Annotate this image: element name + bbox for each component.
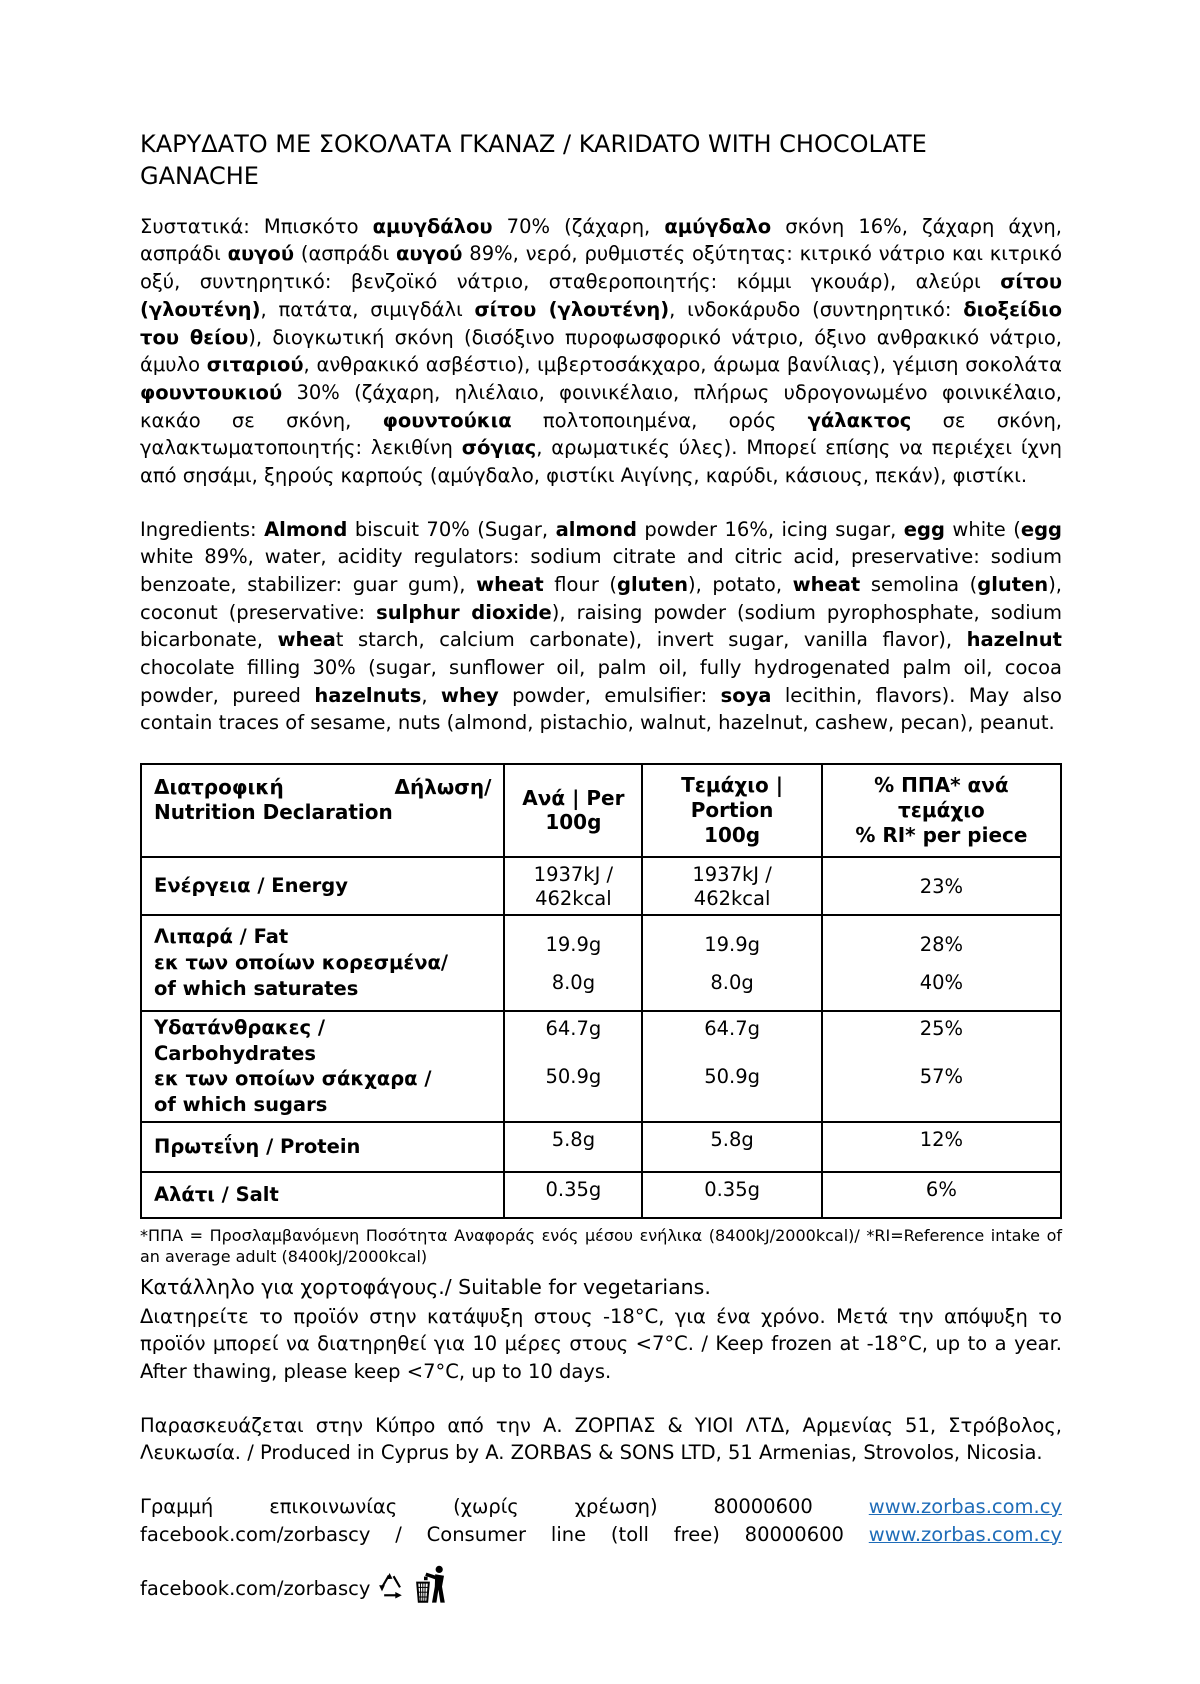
nutrition-portion-protein: 5.8g	[642, 1122, 821, 1172]
producer-info: Παρασκευάζεται στην Κύπρο από την Α. ΖΟΡΠΑΣ & ΥΙΟΙ ΛΤΔ, Αρμενίας 51, Στρόβολος, Λευκωσία. / Produced in Cyprus by A. ZORBAS & SONS LTD, 51 Armenias, Strovolos, Nicosia.	[140, 1412, 1062, 1467]
nutrition-header-portion: Τεμάχιο | Portion 100g	[642, 764, 821, 856]
tidyman-icon	[412, 1588, 452, 1611]
facebook-url: facebook.com/zorbascy	[140, 1577, 370, 1600]
nutrition-table	[140, 763, 1062, 1219]
storage-instructions: Διατηρείτε το προϊόν στην κατάψυξη στους -18°C, για ένα χρόνο. Μετά την απόψυξη το προϊόν μπορεί να διατηρηθεί για 10 μέρες στους <7°C. / Keep frozen at -18°C, up to a year. After thawing, please keep <7°C, up to 10 days.	[140, 1303, 1062, 1386]
vegetarian-note: Κατάλληλο για χορτοφάγους./ Suitable for vegetarians.	[140, 1273, 1062, 1302]
nutrition-per100-salt: 0.35g	[504, 1172, 642, 1218]
nutrition-label-energy: Ενέργεια / Energy	[141, 857, 504, 915]
nutrition-ri-salt: 6%	[822, 1172, 1061, 1218]
recycling-icon	[373, 1588, 409, 1611]
nutrition-per100-energy: 1937kJ / 462kcal	[504, 857, 642, 915]
nutrition-ri-carbohydrates: 25% 57%	[822, 1011, 1061, 1122]
nutrition-portion-fat: 19.9g 8.0g	[642, 915, 821, 1011]
nutrition-row-fat	[141, 915, 1061, 1011]
nutrition-header-row	[141, 764, 1061, 856]
nutrition-per100-carbohydrates: 64.7g 50.9g	[504, 1011, 642, 1122]
reference-intake-footnote: *ΠΠΑ = Προσλαμβανόμενη Ποσότητα Αναφοράς ενός μέσου ενήλικα (8400kJ/2000kcal)/ *RI=Reference intake of an average adult (8400kJ/2000kcal)	[140, 1226, 1062, 1268]
ingredients-paragraph-greek: Συστατικά: Μπισκότο αμυγδάλου 70% (ζάχαρη, αμύγδαλο σκόνη 16%, ζάχαρη άχνη, ασπράδι αυγού (ασπράδι αυγού 89%, νερό, ρυθμιστές οξύτητας: κιτρικό νάτριο και κιτρικό οξύ, συντηρητικό: βενζοϊκό νάτριο, σταθεροποιητής: κόμμι γκουάρ), αλεύρι σίτου (γλουτένη), πατάτα, σιμιγδάλι σίτου (γλουτένη), ινδοκάρυδο (συντηρητικό: διοξείδιο του θείου), διογκωτική σκόνη (δισόξινο πυροφωσφορικό νάτριο, όξινο ανθρακικό νάτριο, άμυλο σιταριού, ανθρακικό ασβέστιο), ιμβερτοσάκχαρο, άρωμα βανίλιας), γέμιση σοκολάτα φουντουκιού 30% (ζάχαρη, ηλιέλαιο, φοινικέλαιο, πλήρως υδρογονωμένο φοινικέλαιο, κακάο σε σκόνη, φουντούκια πολτοποιημένα, ορός γάλακτος σε σκόνη, γαλακτωματοποιητής: λεκιθίνη σόγιας, αρωματικές ύλες). Μπορεί επίσης να περιέχει ίχνη από σησάμι, ξηρούς καρπούς (αμύγδαλο, φιστίκι Αιγίνης, καρύδι, κάσιους, πεκάν), φιστίκι.	[140, 213, 1062, 490]
nutrition-ri-protein: 12%	[822, 1122, 1061, 1172]
nutrition-per100-fat: 19.9g 8.0g	[504, 915, 642, 1011]
nutrition-ri-fat: 28% 40%	[822, 915, 1061, 1011]
contact-line-english: facebook.com/zorbascy / Consumer line (toll free) 80000600 www.zorbas.com.cy	[140, 1521, 1062, 1549]
facebook-line	[140, 1564, 1062, 1614]
nutrition-label-protein: Πρωτεΐνη / Protein	[141, 1122, 504, 1172]
nutrition-portion-energy: 1937kJ / 462kcal	[642, 857, 821, 915]
nutrition-label-fat: Λιπαρά / Fat εκ των οποίων κορεσμένα/ of which saturates	[141, 915, 504, 1011]
nutrition-per100-protein: 5.8g	[504, 1122, 642, 1172]
nutrition-header-declaration	[141, 764, 504, 856]
nutrition-row-salt	[141, 1172, 1061, 1218]
nutrition-header-declaration-el: Διατροφική Δήλωση/	[154, 775, 491, 800]
nutrition-ri-energy: 23%	[822, 857, 1061, 915]
nutrition-row-energy	[141, 857, 1061, 915]
nutrition-header-declaration-en: Nutrition Declaration	[154, 800, 491, 825]
nutrition-header-per-100g: Ανά | Per 100g	[504, 764, 642, 856]
ingredients-paragraph-english: Ingredients: Almond biscuit 70% (Sugar, almond powder 16%, icing sugar, egg white (egg white 89%, water, acidity regulators: sodium citrate and citric acid, preservative: sodium benzoate, stabilizer: guar gum), wheat flour (gluten), potato, wheat semolina (gluten), coconut (preservative: sulphur dioxide), raising powder (sodium pyrophosphate, sodium bicarbonate, wheat starch, calcium carbonate), invert sugar, vanilla flavor), hazelnut chocolate filling 30% (sugar, sunflower oil, palm oil, fully hydrogenated palm oil, cocoa powder, pureed hazelnuts, whey powder, emulsifier: soya lecithin, flavors). May also contain traces of sesame, nuts (almond, pistachio, walnut, hazelnut, cashew, pecan), peanut.	[140, 516, 1062, 738]
nutrition-portion-carbohydrates: 64.7g 50.9g	[642, 1011, 821, 1122]
nutrition-header-ri-per-piece: % ΠΠΑ* ανά τεμάχιο % RI* per piece	[822, 764, 1061, 856]
website-link-greek[interactable]: www.zorbas.com.cy	[869, 1495, 1062, 1518]
nutrition-portion-salt: 0.35g	[642, 1172, 821, 1218]
website-link-english[interactable]: www.zorbas.com.cy	[869, 1523, 1062, 1546]
nutrition-row-protein	[141, 1122, 1061, 1172]
nutrition-label-salt: Αλάτι / Salt	[141, 1172, 504, 1218]
nutrition-row-carbohydrates	[141, 1011, 1061, 1122]
nutrition-label-carbohydrates: Υδατάνθρακες / Carbohydrates εκ των οποίων σάκχαρα / of which sugars	[141, 1011, 504, 1122]
page-title: ΚΑΡΥΔΑΤΟ ΜΕ ΣΟΚΟΛΑΤΑ ΓΚΑΝΑΖ / KARIDATO WITH CHOCOLATE GANACHE	[140, 128, 1062, 193]
contact-line-greek: Γραμμή επικοινωνίας (χωρίς χρέωση) 80000600 www.zorbas.com.cy	[140, 1493, 1062, 1521]
